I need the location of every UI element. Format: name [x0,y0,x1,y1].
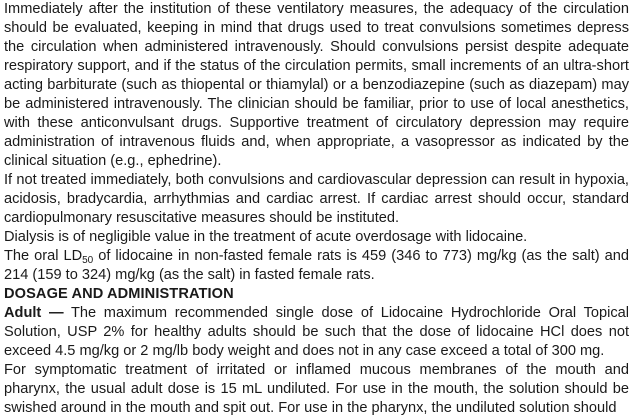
paragraph-untreated: If not treated immediately, both convulsions and cardiovascular depression can result in hypoxia, acidosis, bradycardia, arrhythmias and cardiac arrest. If cardiac arrest should occur, standard cardiopulmonary resuscitative measures should be instituted. [4,172,629,226]
section-heading-dosage: DOSAGE AND ADMINISTRATION [4,286,234,302]
ld50-text-before: The oral LD [4,248,83,264]
ld50-subscript: 50 [82,255,94,266]
paragraph-ld50 [4,247,629,285]
paragraph-circulation: Immediately after the institution of these ventilatory measures, the adequacy of the circulation should be evaluated, keeping in mind that drugs used to treat convulsions sometimes depress the circulation when administered intravenously. Should convulsions persist despite adequate respiratory support, and if the status of the circulation permits, small increments of an ultra-short acting barbiturate (such as thiopental or thiamylal) or a benzodiazepine (such as diazepam) may be administered intravenously. The clinician should be familiar, prior to use of local anesthetics, with these anticonvulsant drugs. Supportive treatment of circulatory depression may require administration of intravenous fluids and, when appropriate, a vasopressor as indicated by the clinical situation (e.g., ephedrine). [4,1,629,169]
ld50-text-after: of lidocaine in non-fasted female rats is 459 (346 to 773) mg/kg (as the salt) and 214 (159 to 324) mg/kg (as the salt) in fasted female rats. [4,248,629,283]
adult-dose-text: The maximum recommended single dose of Lidocaine Hydrochloride Oral Topical Solution, USP 2% for healthy adults should be such that the dose of lidocaine HCl does not exceed 4.5 mg/kg or 2 mg/lb body weight and does not in any case exceed a total of 300 mg. [4,305,629,359]
paragraph-symptomatic: For symptomatic treatment of irritated or inflamed mucous membranes of the mouth and pharynx, the usual adult dose is 15 mL undiluted. For use in the mouth, the solution should be swished around in the mouth and spit out. For use in the pharynx, the undiluted solution should [4,362,629,416]
paragraph-adult-dose [4,304,629,361]
paragraph-dialysis: Dialysis is of negligible value in the treatment of acute overdosage with lidocaine. [4,229,528,245]
adult-label: Adult — [4,305,64,321]
